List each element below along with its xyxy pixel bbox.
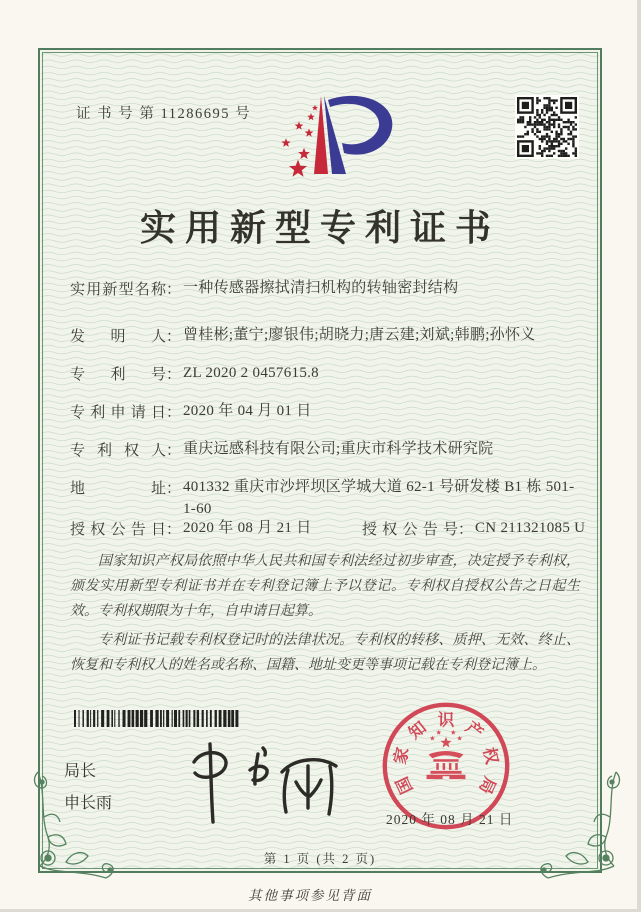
field-label: 授权公告号 xyxy=(362,522,458,538)
field-value: CN 211321085 U xyxy=(475,520,586,536)
field-filing-date xyxy=(70,401,590,423)
field-utility-name xyxy=(70,278,590,300)
seal-char: 权 xyxy=(479,745,502,766)
field-value: 2020 年 08 月 21 日 xyxy=(183,520,312,536)
field-colon: ： xyxy=(166,367,182,383)
qr-code xyxy=(515,95,579,159)
field-colon: ： xyxy=(166,405,182,421)
field-inventors xyxy=(70,325,590,347)
field-value: 重庆远感科技有限公司;重庆市科学技术研究院 xyxy=(183,441,494,457)
seal-char: 国 xyxy=(392,773,417,797)
field-address xyxy=(70,477,590,521)
field-label: 实用新型名称 xyxy=(70,282,166,298)
back-note: 其他事项参见背面 xyxy=(248,888,372,903)
seal-date: 2020 年 08 月 21 日 xyxy=(386,812,514,827)
field-value: ZL 2020 2 0457615.8 xyxy=(183,365,319,381)
field-label: 专利号 xyxy=(70,367,166,383)
field-colon: ： xyxy=(166,522,182,538)
field-colon: ： xyxy=(458,522,474,538)
certificate-title: 实用新型专利证书 xyxy=(139,208,500,248)
director-title: 局长 xyxy=(64,763,97,780)
director-signature xyxy=(180,732,350,832)
seal-char: 知 xyxy=(405,717,430,743)
legal-paragraph-2: 专利证书记载专利权登记时的法律状况。专利权的转移、质押、无效、终止、恢复和专利权人的姓名或名称、国籍、地址变更等事项记载在专利登记簿上。 xyxy=(70,632,580,673)
certificate-number: 证 书 号 第 11286695 号 xyxy=(76,106,252,122)
field-value: 一种传感器擦拭清扫机构的转轴密封结构 xyxy=(183,280,459,296)
field-colon: ： xyxy=(166,329,182,345)
field-grant-row xyxy=(70,518,590,540)
legal-paragraph-1: 国家知识产权局依照中华人民共和国专利法经过初步审查，决定授予专利权，颁发实用新型专利证书并在专利登记簿上予以登记。专利权自授权公告之日起生效。专利权期限为十年，自申请日起算。 xyxy=(70,554,580,620)
national-emblem-icon xyxy=(427,730,466,779)
page-number: 第 1 页 (共 2 页) xyxy=(263,852,377,866)
seal-char: 识 xyxy=(437,710,455,730)
field-label: 专利权人 xyxy=(70,443,166,459)
field-grant-number xyxy=(362,518,585,540)
field-label: 授权公告日 xyxy=(70,522,166,538)
field-label: 专利申请日 xyxy=(70,405,166,421)
field-colon: ： xyxy=(166,282,182,298)
cnipa-patent-logo-icon xyxy=(258,86,408,191)
field-colon: ： xyxy=(166,443,182,459)
field-value: 401332 重庆市沙坪坝区学城大道 62-1 号研发楼 B1 栋 501-1-60 xyxy=(183,479,575,517)
seal-char: 家 xyxy=(390,745,413,766)
field-value: 2020 年 04 月 01 日 xyxy=(183,403,312,419)
field-colon: ： xyxy=(166,481,182,497)
field-patentee xyxy=(70,439,590,461)
legal-paragraphs xyxy=(70,549,580,681)
seal-char: 产 xyxy=(462,717,487,743)
director-name: 申长雨 xyxy=(64,795,113,812)
certificate-frame xyxy=(38,48,602,873)
field-label: 发明人 xyxy=(70,329,166,345)
barcode xyxy=(74,710,242,727)
field-label: 地址 xyxy=(70,481,166,497)
field-value: 曾桂彬;董宁;廖银伟;胡晓力;唐云建;刘斌;韩鹏;孙怀义 xyxy=(183,327,536,343)
field-patent-number xyxy=(70,363,590,385)
seal-char: 局 xyxy=(475,773,500,797)
